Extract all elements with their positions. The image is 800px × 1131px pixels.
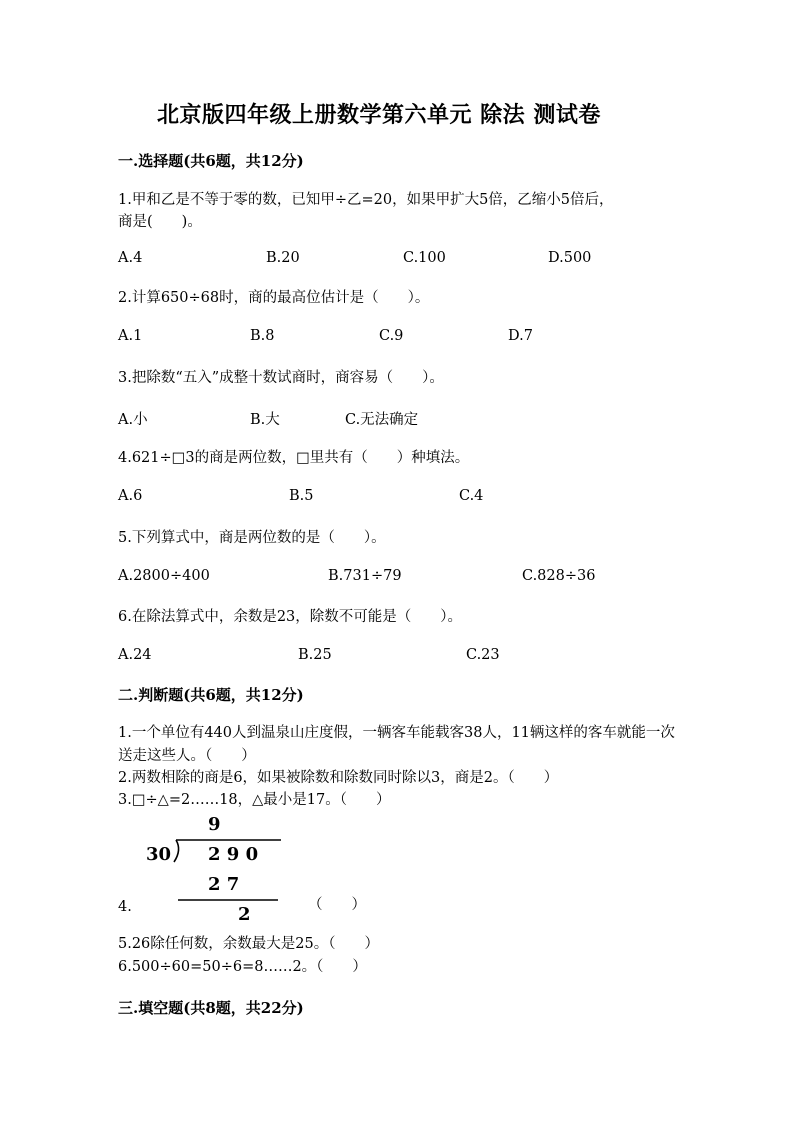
option-c: C.100	[403, 250, 446, 266]
question-text: 2.计算650÷68时，商的最高位估计是（ ）。	[118, 290, 430, 306]
division-dividend: 2 9 0	[208, 844, 259, 865]
option-d: D.500	[548, 250, 592, 266]
option-c: C.4	[459, 488, 484, 504]
judgement-item: 1.一个单位有440人到温泉山庄度假，一辆客车能载客38人，11辆这样的客车就能一次送走这些人。（ ）	[118, 725, 675, 764]
judgement-item-label: 4.	[118, 899, 132, 915]
option-b: B.731÷79	[328, 568, 402, 584]
division-divisor: 30	[146, 844, 172, 865]
option-b: B.25	[298, 647, 332, 663]
option-b: B.5	[289, 488, 314, 504]
option-c: C.9	[379, 328, 404, 344]
division-quotient: 9	[208, 814, 221, 835]
option-a: A.2800÷400	[118, 568, 210, 584]
option-c: C.无法确定	[345, 412, 419, 428]
option-b: B.8	[250, 328, 275, 344]
judgement-item: 3.□÷△=2……18，△最小是17。（ ）	[118, 792, 391, 808]
judgement-item: 2.两数相除的商是6，如果被除数和除数同时除以3，商是2。（ ）	[118, 770, 559, 786]
division-product: 2 7	[208, 874, 240, 895]
option-c: C.23	[466, 647, 500, 663]
option-a: A.4	[118, 250, 143, 266]
option-c: C.828÷36	[522, 568, 596, 584]
judgement-item: 6.500÷60=50÷6=8……2。（ ）	[118, 959, 367, 975]
question-text: 6.在除法算式中，余数是23，除数不可能是（ ）。	[118, 609, 463, 625]
section-heading-choice: 一.选择题(共6题，共12分)	[118, 152, 304, 170]
answer-bracket: （ ）	[308, 897, 366, 913]
long-division-figure	[138, 810, 298, 926]
question-text: 4.621÷□3的商是两位数，□里共有（ ）种填法。	[118, 450, 470, 466]
page-title: 北京版四年级上册数学第六单元 除法 测试卷	[157, 102, 601, 128]
question-text: 5.下列算式中，商是两位数的是（ ）。	[118, 530, 386, 546]
section-heading-fill: 三.填空题(共8题，共22分)	[118, 999, 304, 1017]
division-bracket-lines	[138, 810, 298, 926]
question-text: 3.把除数“五入”成整十数试商时，商容易（ ）。	[118, 370, 444, 386]
option-b: B.20	[266, 250, 300, 266]
option-b: B.大	[250, 412, 280, 428]
question-text: 1.甲和乙是不等于零的数，已知甲÷乙=20，如果甲扩大5倍，乙缩小5倍后，	[118, 192, 614, 208]
option-a: A.24	[118, 647, 152, 663]
division-remainder: 2	[238, 904, 251, 925]
option-a: A.小	[118, 412, 148, 428]
judgement-item: 5.26除任何数，余数最大是25。（ ）	[118, 936, 379, 952]
question-text: 商是( )。	[118, 214, 202, 230]
option-a: A.1	[118, 328, 143, 344]
option-a: A.6	[118, 488, 143, 504]
section-heading-judgement: 二.判断题(共6题，共12分)	[118, 686, 304, 704]
option-d: D.7	[508, 328, 533, 344]
